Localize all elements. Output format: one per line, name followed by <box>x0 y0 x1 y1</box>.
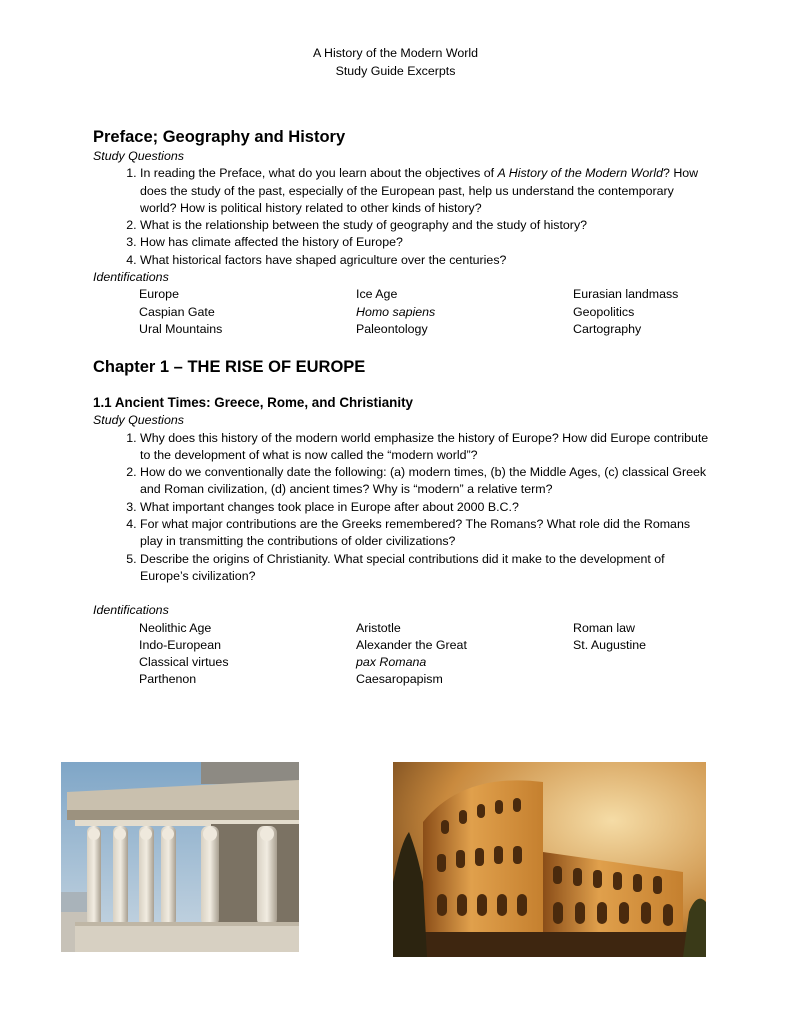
list-item: 2. What is the relationship between the study of geography and the study of history? <box>140 217 713 234</box>
list-item <box>573 671 713 688</box>
list-item: 4. For what major contributions are the Greeks remembered? The Romans? What role did the Romans play in transmitting the contributions of older civilizations? <box>140 516 713 551</box>
document-header <box>0 45 791 80</box>
list-item: Ice Age <box>356 287 398 302</box>
preface-identifications-grid <box>139 286 713 338</box>
chapter-study-questions-label: Study Questions <box>93 413 184 428</box>
list-item: Classical virtues <box>139 655 229 670</box>
colosseum-photo <box>393 762 706 957</box>
list-item <box>573 654 713 671</box>
list-item: Roman law <box>573 620 635 635</box>
list-item: Neolithic Age <box>139 620 212 635</box>
book-title: A History of the Modern World <box>497 166 663 181</box>
document-subtitle: Study Guide Excerpts <box>335 63 456 78</box>
list-item: Aristotle <box>356 620 401 635</box>
list-item: Homo sapiens <box>356 304 436 319</box>
chapter-question-list <box>93 430 713 586</box>
list-item: Caesaropapism <box>356 672 443 687</box>
list-item: Cartography <box>573 321 642 336</box>
list-item: Eurasian landmass <box>573 287 679 302</box>
erechtheion-caryatids-photo <box>61 762 299 952</box>
preface-heading: Preface; Geography and History <box>93 128 346 146</box>
list-item: Indo-European <box>139 637 221 652</box>
list-item: 4. What historical factors have shaped agriculture over the centuries? <box>140 252 713 269</box>
preface-identifications-label: Identifications <box>93 270 169 285</box>
list-item: pax Romana <box>356 655 427 670</box>
list-item: Geopolitics <box>573 304 635 319</box>
list-item: Caspian Gate <box>139 304 215 319</box>
list-item: Alexander the Great <box>356 637 467 652</box>
list-item: Paleontology <box>356 321 428 336</box>
list-item: 5. Describe the origins of Christianity. What special contributions did it make to the development of Europe’s civilization? <box>140 551 713 586</box>
chapter-heading: Chapter 1 – THE RISE OF EUROPE <box>93 358 366 377</box>
chapter-identifications-grid <box>139 620 713 689</box>
list-item <box>140 165 713 217</box>
section-heading: 1.1 Ancient Times: Greece, Rome, and Christianity <box>93 395 413 411</box>
list-item: Ural Mountains <box>139 321 223 336</box>
list-item: Parthenon <box>139 672 197 687</box>
list-item: 2. How do we conventionally date the following: (a) modern times, (b) the Middle Ages, (c) classical Greek and Roman civilization, (d) ancient times? Why is “modern” a relative term? <box>140 464 713 499</box>
list-item: 3. How has climate affected the history of Europe? <box>140 234 713 251</box>
question-text: In reading the Preface, what do you learn about the objectives of <box>140 166 498 181</box>
list-item: St. Augustine <box>573 637 647 652</box>
preface-question-list <box>93 165 713 269</box>
list-item: 3. What important changes took place in Europe after about 2000 B.C.? <box>140 499 713 516</box>
list-item: Europe <box>139 287 179 302</box>
preface-study-questions-label: Study Questions <box>93 149 184 163</box>
question-text: ? How does the study of the past, especially of the European past, help us understand the contemporary world? How is political history related to other kinds of history? <box>140 166 699 215</box>
document-body <box>93 126 713 689</box>
chapter-identifications-label: Identifications <box>93 603 169 618</box>
document-title: A History of the Modern World <box>312 46 479 60</box>
list-item: 1. Why does this history of the modern world emphasize the history of Europe? How did Europe contribute to the development of what is now called the “modern world”? <box>140 430 713 465</box>
